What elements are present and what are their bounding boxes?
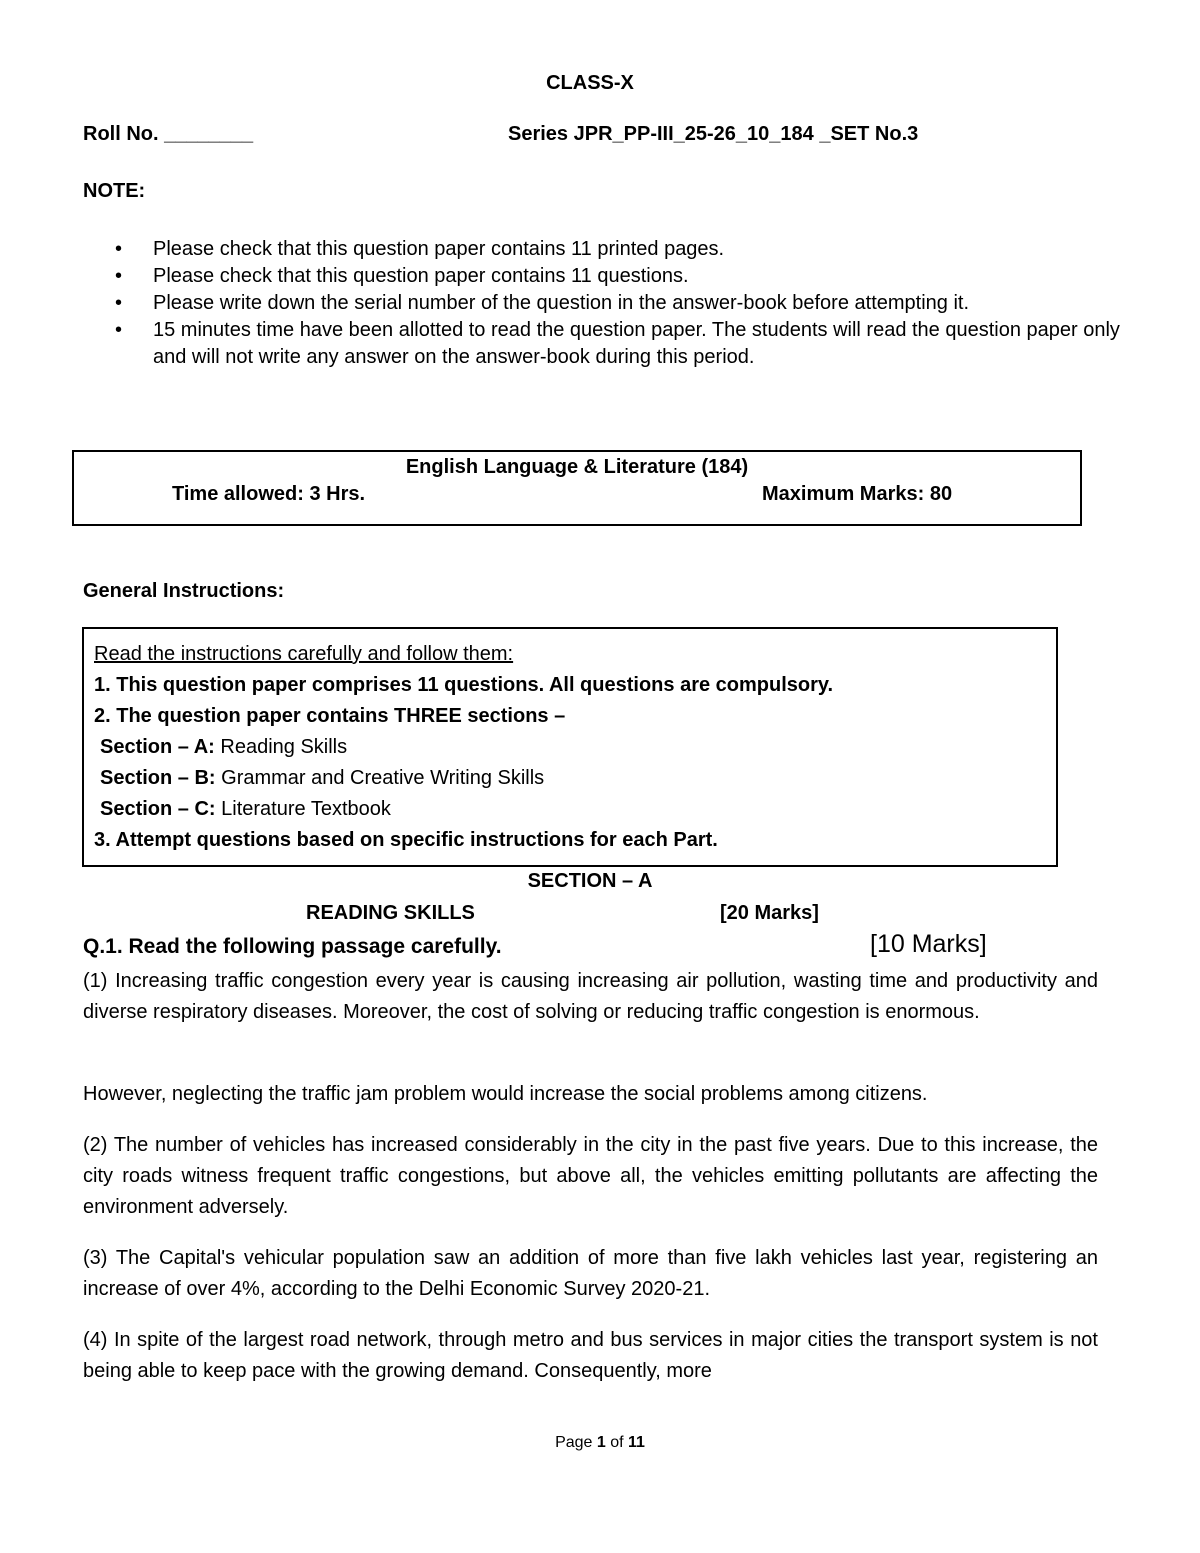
section-c-desc: Literature Textbook	[215, 798, 391, 820]
general-instructions-heading: General Instructions:	[83, 580, 285, 602]
section-b-name: Section – B:	[100, 767, 216, 789]
subject-title: English Language & Literature (184)	[405, 456, 749, 478]
passage-paragraph: However, neglecting the traffic jam problem would increase the social problems among citizens.	[83, 1083, 928, 1105]
question-1-label: Q.1. Read the following passage carefully.	[83, 935, 502, 958]
note-item: • Please check that this question paper contains 11 questions.	[153, 263, 1153, 290]
instructions-intro: Read the instructions carefully and follow them:	[94, 643, 514, 665]
page-number: 1	[596, 1434, 606, 1451]
note-list	[110, 236, 1153, 371]
maximum-marks: Maximum Marks: 80	[762, 483, 953, 505]
passage-paragraph: (2) The number of vehicles has increased considerably in the city in the past five years. Due to this increase, the city roads witness frequent traffic congestions, but above all, the vehicles emitting pollutants are affecting the environment adversely.	[83, 1134, 1098, 1218]
reading-skills-marks: [20 Marks]	[720, 902, 819, 924]
instructions-box	[82, 627, 1058, 867]
page-mid: of	[605, 1434, 629, 1451]
instruction-3-text: Attempt questions based on specific instructions for each Part.	[110, 829, 718, 851]
section-c-name: Section – C:	[100, 798, 216, 820]
section-c-line	[100, 798, 391, 821]
instruction-2: 2. The question paper contains THREE sections –	[94, 705, 566, 727]
section-b-desc: Grammar and Creative Writing Skills	[215, 767, 545, 789]
passage-paragraph: (1) Increasing traffic congestion every year is causing increasing air pollution, wasting time and productivity and diverse respiratory diseases. Moreover, the cost of solving or reducing traffic congestion is enormous.	[83, 970, 1098, 1023]
section-a-name: Section – A:	[100, 736, 215, 758]
page-prefix: Page	[555, 1434, 597, 1451]
section-a-desc: Reading Skills	[214, 736, 348, 758]
passage-paragraph: (3) The Capital's vehicular population saw an addition of more than five lakh vehicles last year, registering an increase of over 4%, according to the Delhi Economic Survey 2020-21.	[83, 1247, 1098, 1300]
page-total: 11	[628, 1434, 645, 1451]
instruction-3-number: 3.	[94, 829, 111, 851]
note-item: • Please check that this question paper contains 11 printed pages.	[153, 236, 1153, 263]
passage-paragraph: (4) In spite of the largest road network, through metro and bus services in major cities the transport system is not being able to keep pace with the growing demand. Consequently, more	[83, 1329, 1098, 1382]
section-a-line	[100, 736, 347, 759]
section-a-title: SECTION – A	[527, 870, 653, 892]
note-item: • 15 minutes time have been allotted to read the question paper. The students will read the question paper only and will not write any answer on the answer-book during this period.	[153, 317, 1153, 371]
subject-box	[72, 450, 1082, 526]
series-label: Series JPR_PP-III_25-26_10_184 _SET No.3	[508, 123, 919, 145]
time-allowed: Time allowed: 3 Hrs.	[172, 483, 366, 505]
question-1-marks: [10 Marks]	[870, 930, 987, 958]
note-item: • Please write down the serial number of the question in the answer-book before attempting it.	[153, 290, 1153, 317]
roll-number-label: Roll No. ________	[83, 123, 254, 145]
class-title: CLASS-X	[546, 72, 634, 94]
section-b-line	[100, 767, 544, 790]
reading-skills-title: READING SKILLS	[306, 902, 475, 924]
page-footer	[0, 1434, 1200, 1452]
note-heading: NOTE:	[83, 180, 146, 202]
instruction-3	[94, 829, 718, 852]
instruction-1: 1. This question paper comprises 11 questions. All questions are compulsory.	[94, 674, 834, 696]
